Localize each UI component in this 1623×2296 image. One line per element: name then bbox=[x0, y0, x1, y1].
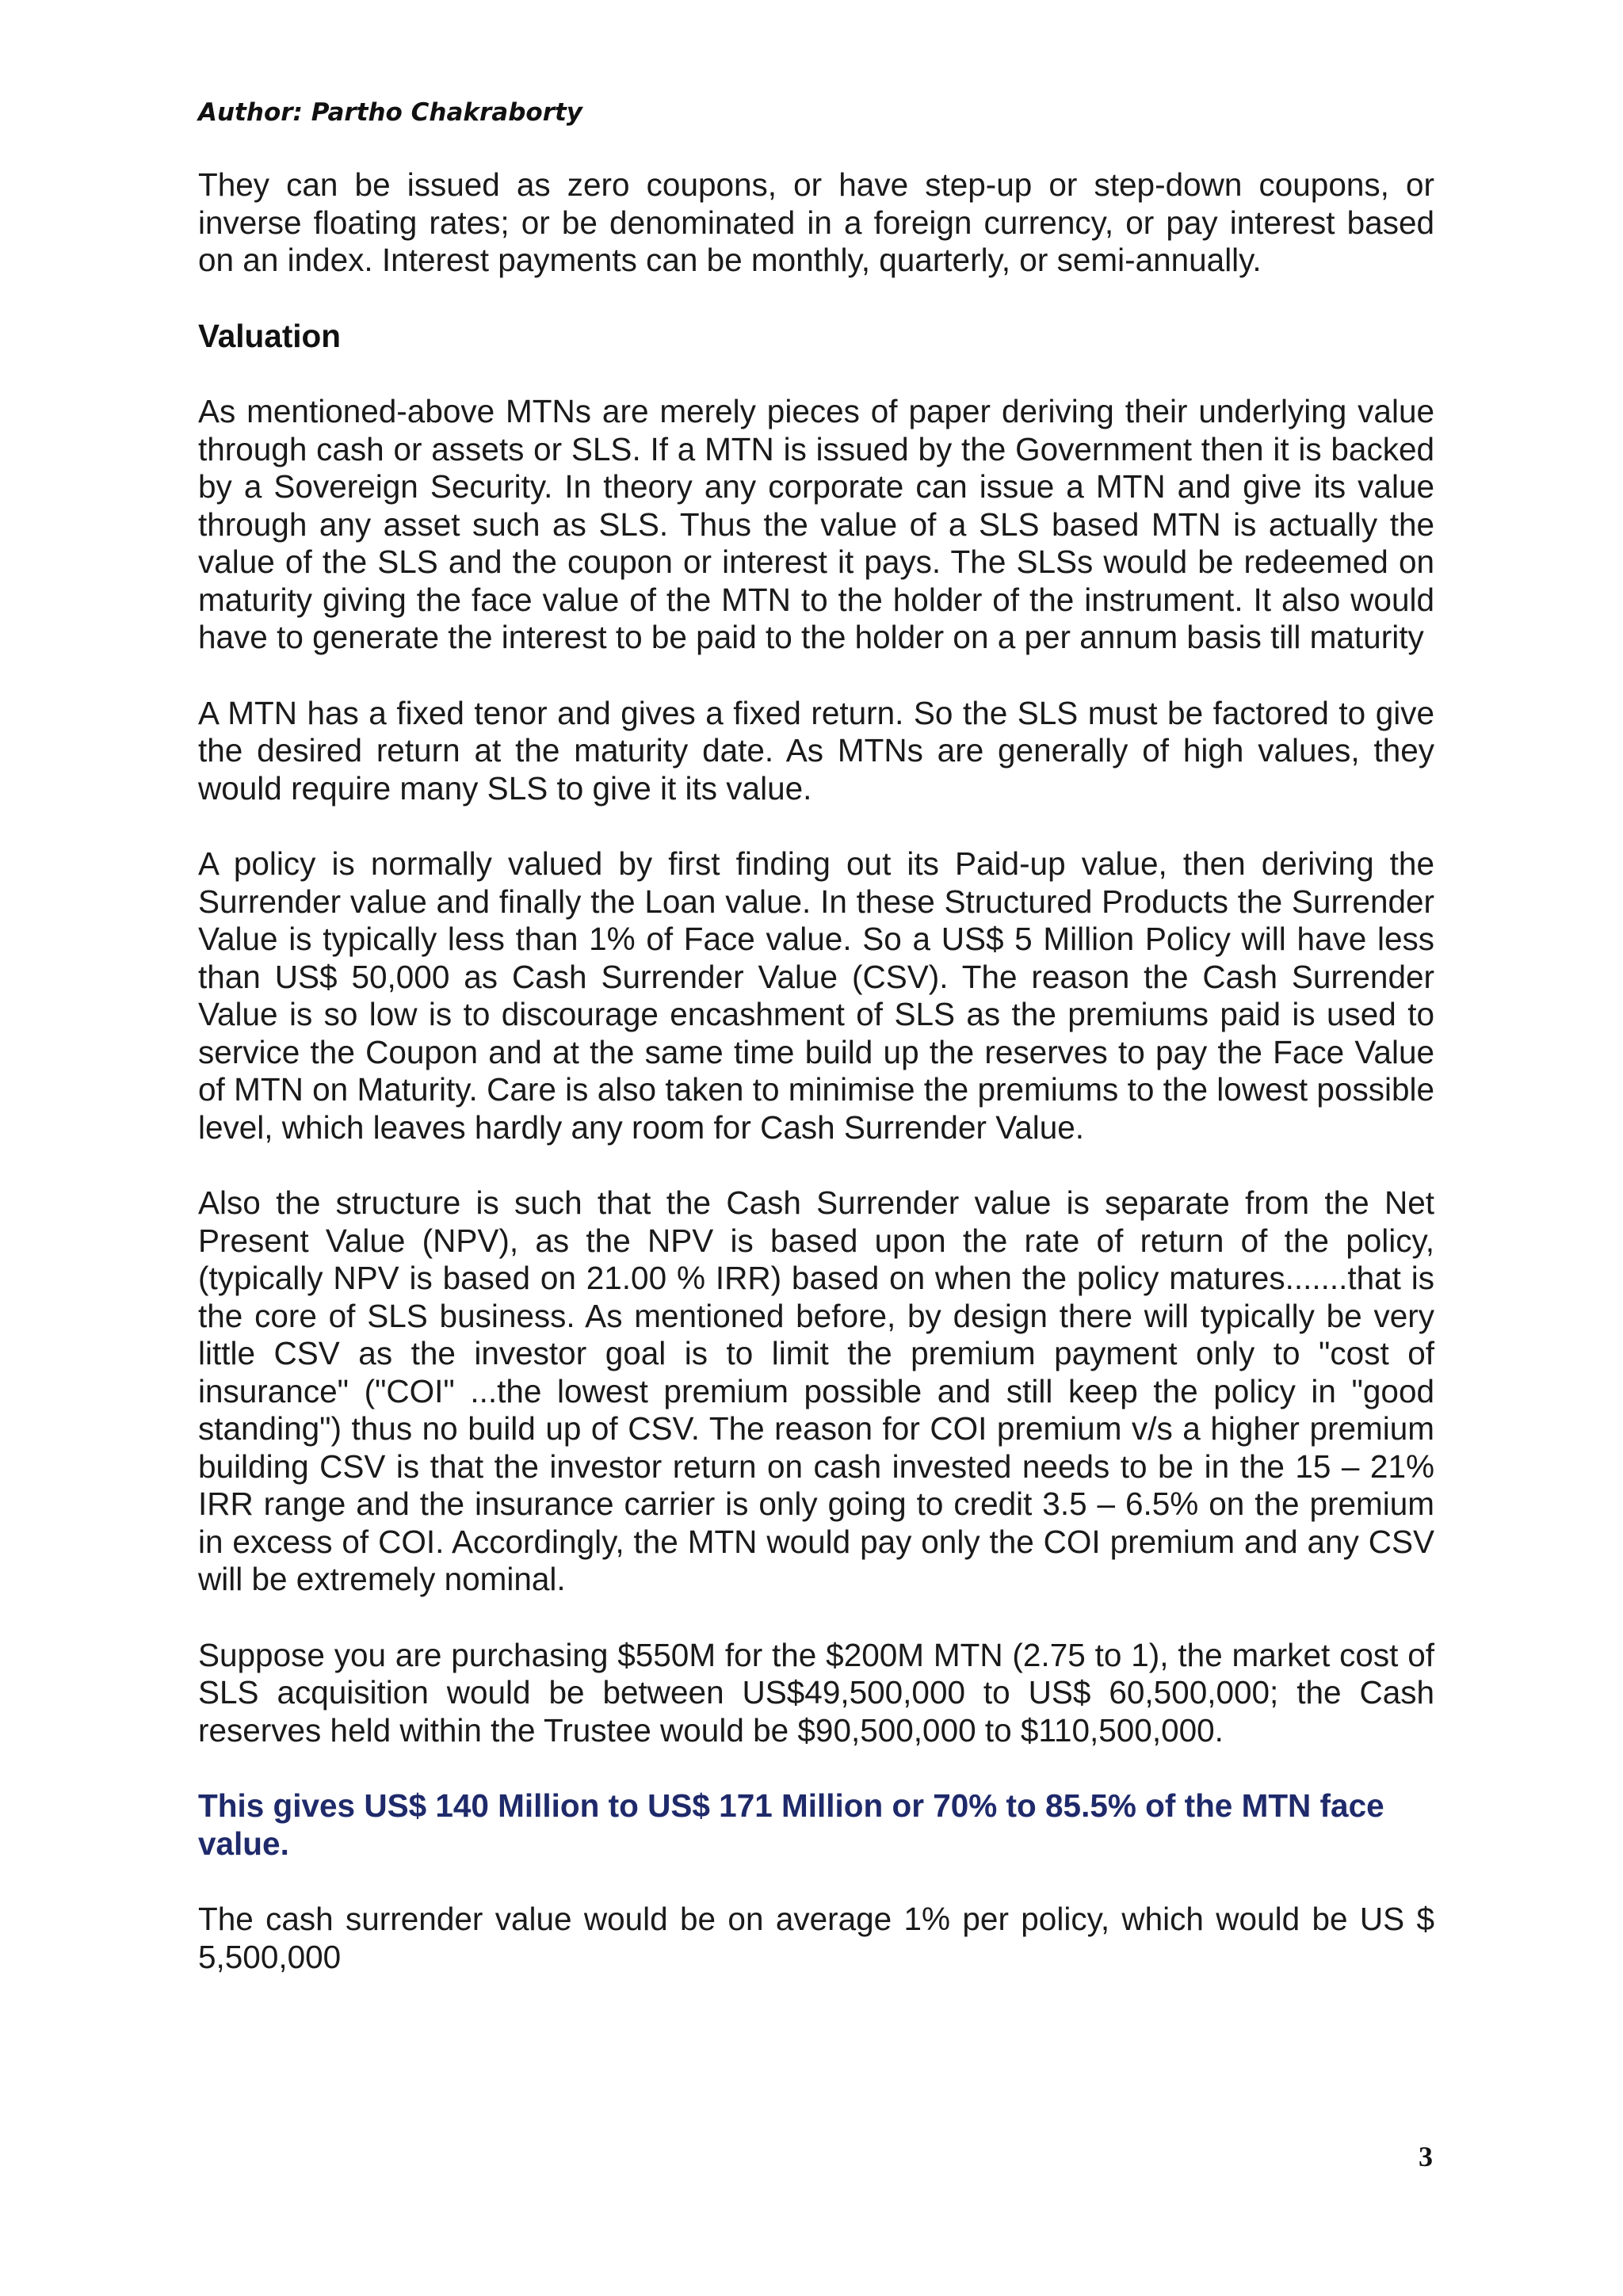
page-number: 3 bbox=[1419, 2141, 1433, 2172]
emphasis-paragraph: This gives US$ 140 Million to US$ 171 Million or 70% to 85.5% of the MTN face value. bbox=[198, 1787, 1384, 1862]
document-body bbox=[198, 166, 1434, 2014]
paragraph-fixed-tenor: A MTN has a fixed tenor and gives a fixed return. So the SLS must be factored to give the desired return at the maturity date. As MTNs are generally of high values, they would require many SLS to give it its value. bbox=[198, 694, 1434, 807]
valuation-heading: Valuation bbox=[198, 317, 342, 354]
paragraph-mtn-value: As mentioned-above MTNs are merely pieces of paper deriving their underlying value through cash or assets or SLS. If a MTN is issued by the Government then it is backed by a Sovereign Security. In theory any corporate can issue a MTN and give its value through any asset such as SLS. Thus the value of a SLS based MTN is actually the value of the SLS and the coupon or interest it pays. The SLSs would be redeemed on maturity giving the face value of the MTN to the holder of the instrument. It also would have to generate the interest to be paid to the holder on a per annum basis till maturity bbox=[198, 393, 1434, 655]
paragraph-csv-npv: Also the structure is such that the Cash Surrender value is separate from the Net Present Value (NPV), as the NPV is based upon the rate of return of the policy, (typically NPV is based on 21.00 % IRR) based on when the policy matures.......that is the core of SLS business. As mentioned before, by design there will typically be very little CSV as the investor goal is to limit the premium payment only to "cost of insurance" ("COI" ...the lowest premium possible and still keep the policy in "good standing") thus no build up of CSV. The reason for COI premium v/s a higher premium building CSV is that the investor return on cash invested needs to be in the 15 – 21% IRR range and the insurance carrier is only going to credit 3.5 – 6.5% on the premium in excess of COI. Accordingly, the MTN would pay only the COI premium and any CSV will be extremely nominal. bbox=[198, 1184, 1434, 1597]
paragraph-policy-valuation: A policy is normally valued by first finding out its Paid-up value, then deriving the Surrender value and finally the Loan value. In these Structured Products the Surrender Value is typically less than 1% of Face value. So a US$ 5 Million Policy will have less than US$ 50,000 as Cash Surrender Value (CSV). The reason the Cash Surrender Value is so low is to discourage encashment of SLS as the premiums paid is used to service the Coupon and at the same time build up the reserves to pay the Face Value of MTN on Maturity. Care is also taken to minimise the premiums to the lowest possible level, which leaves hardly any room for Cash Surrender Value. bbox=[198, 845, 1434, 1146]
intro-paragraph: They can be issued as zero coupons, or have step-up or step-down coupons, or inverse floating rates; or be denominated in a foreign currency, or pay interest based on an index. Interest payments can be monthly, quarterly, or semi-annually. bbox=[198, 166, 1434, 278]
author-header: Author: Partho Chakraborty bbox=[198, 98, 583, 127]
paragraph-purchase-example: Suppose you are purchasing $550M for the $200M MTN (2.75 to 1), the market cost of SLS acquisition would be between US$49,500,000 to US$ 60,500,000; the Cash reserves held within the Trustee would be $90,500,000 to $110,500,000. bbox=[198, 1636, 1434, 1749]
paragraph-cash-surrender: The cash surrender value would be on average 1% per policy, which would be US $ 5,500,000 bbox=[198, 1901, 1434, 1975]
